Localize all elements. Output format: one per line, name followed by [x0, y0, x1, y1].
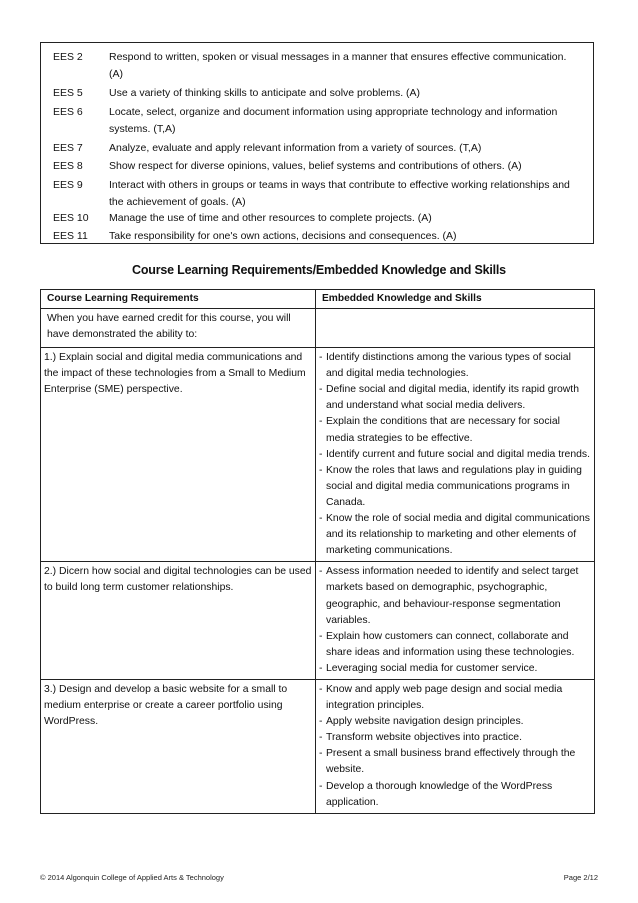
ees-list: [40, 42, 594, 244]
intro-empty-cell: [316, 309, 595, 348]
skill-item: - Know and apply web page design and social media integration principles.: [319, 682, 591, 714]
ees-code: EES 7: [53, 142, 83, 154]
intro-row: [41, 309, 595, 348]
table-header-row: [41, 290, 595, 309]
requirements-table: [40, 289, 595, 814]
ees-text: Locate, select, organize and document information using appropriate technology and information systems. (T,A): [109, 106, 558, 135]
ees-code: EES 6: [53, 106, 83, 118]
column-header-skills: Embedded Knowledge and Skills: [316, 290, 595, 309]
table-row: [41, 348, 595, 562]
skill-item: - Explain how customers can connect, collaborate and share ideas and information using these technologies.: [319, 629, 591, 661]
intro-text: When you have earned credit for this course, you will have demonstrated the ability to:: [41, 309, 316, 348]
column-header-requirements: Course Learning Requirements: [41, 290, 316, 309]
requirement-cell: 2.) Dicern how social and digital technologies can be used to build long term customer relationships.: [41, 562, 316, 680]
skill-item: - Present a small business brand effectively through the website.: [319, 746, 591, 778]
skill-item: - Explain the conditions that are necessary for social media strategies to be effective.: [319, 414, 591, 446]
skill-item: - Develop a thorough knowledge of the WordPress application.: [319, 779, 591, 811]
requirement-cell: 1.) Explain social and digital media communications and the impact of these technologies from a Small to Medium Enterprise (SME) perspective.: [41, 348, 316, 562]
ees-code: EES 5: [53, 87, 83, 99]
ees-text: Use a variety of thinking skills to anticipate and solve problems. (A): [109, 87, 421, 99]
ees-code: EES 11: [53, 230, 88, 242]
requirement-cell: 3.) Design and develop a basic website for a small to medium enterprise or create a career portfolio using WordPress.: [41, 679, 316, 813]
skill-item: - Know the role of social media and digital communications and its relationship to marketing and other elements of marketing communications.: [319, 511, 591, 559]
ees-text: Take responsibility for one's own actions, decisions and consequences. (A): [109, 230, 457, 242]
ees-text: Interact with others in groups or teams in ways that contribute to effective working relationships and the achievement of goals. (A): [109, 179, 570, 208]
section-title: Course Learning Requirements/Embedded Knowledge and Skills: [132, 263, 506, 277]
skill-item: - Identify current and future social and digital media trends.: [319, 447, 591, 463]
skill-item: - Define social and digital media, identify its rapid growth and understand what social media delivers.: [319, 382, 591, 414]
ees-code: EES 9: [53, 179, 83, 191]
ees-code: EES 2: [53, 51, 83, 63]
skill-item: - Know the roles that laws and regulations play in guiding social and digital media communications programs in Canada.: [319, 463, 591, 511]
ees-code: EES 10: [53, 212, 89, 224]
ees-text: Manage the use of time and other resources to complete projects. (A): [109, 212, 432, 224]
skills-cell: [316, 679, 595, 813]
skills-cell: [316, 562, 595, 680]
skills-cell: [316, 348, 595, 562]
ees-code: EES 8: [53, 160, 83, 172]
table-row: [41, 679, 595, 813]
skill-item: - Leveraging social media for customer service.: [319, 661, 591, 677]
ees-text: Show respect for diverse opinions, values, belief systems and contributions of others. (A): [109, 160, 522, 172]
ees-text: Respond to written, spoken or visual messages in a manner that ensures effective communication. (A): [109, 51, 567, 80]
skill-item: - Apply website navigation design principles.: [319, 714, 591, 730]
footer-copyright: © 2014 Algonquin College of Applied Arts & Technology: [40, 873, 224, 882]
skill-item: - Assess information needed to identify and select target markets based on demographic, psychographic, geographic, and behaviour-response segmentation variables.: [319, 564, 591, 628]
ees-text: Analyze, evaluate and apply relevant information from a variety of sources. (T,A): [109, 142, 482, 154]
footer-page-number: Page 2/12: [563, 873, 598, 882]
table-row: [41, 562, 595, 680]
skill-item: - Identify distinctions among the various types of social and digital media technologies.: [319, 350, 591, 382]
skill-item: - Transform website objectives into practice.: [319, 730, 591, 746]
